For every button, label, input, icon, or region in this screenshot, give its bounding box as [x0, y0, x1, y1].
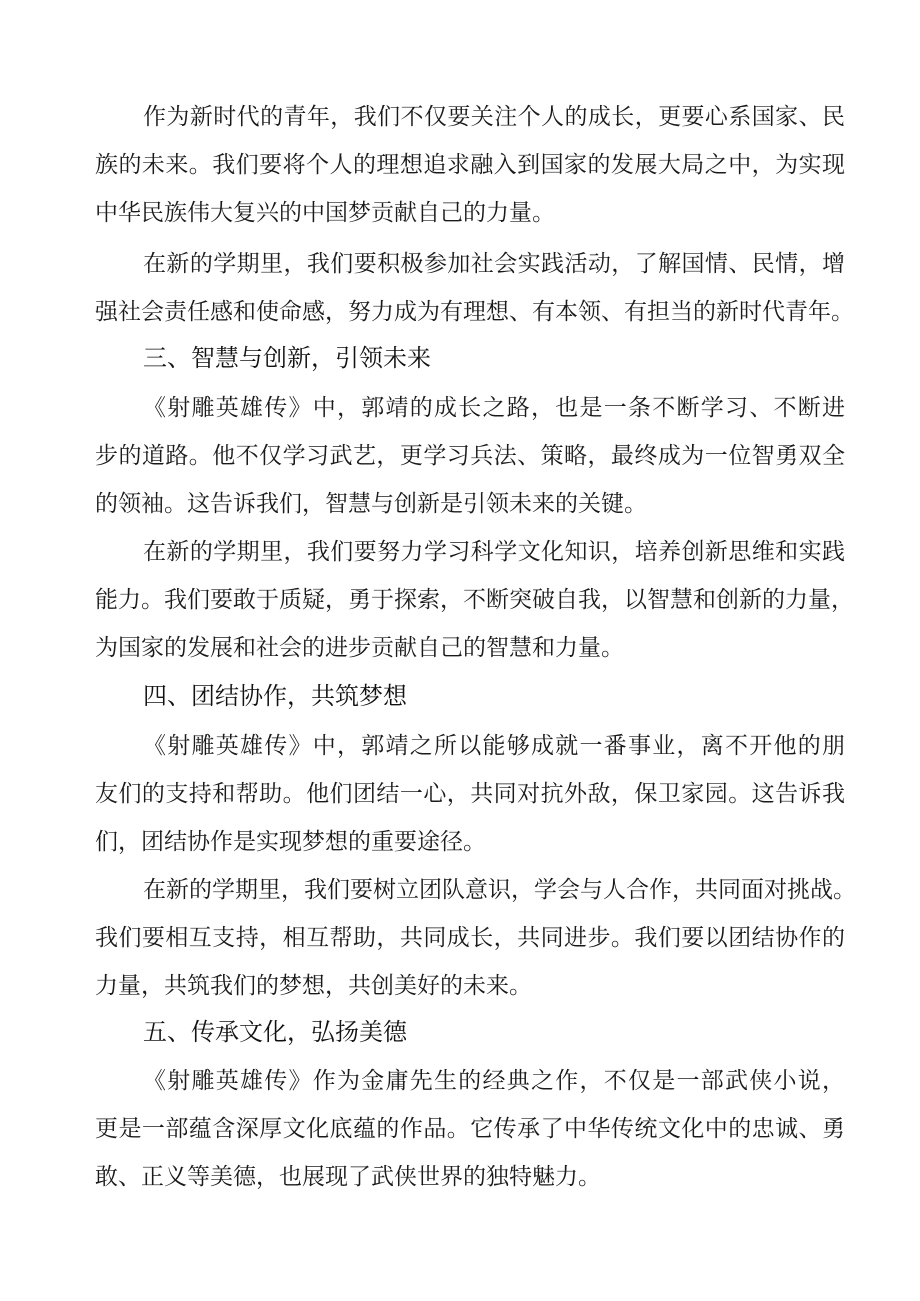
paragraph-line: 中华民族伟大复兴的中国梦贡献自己的力量。 [95, 200, 555, 226]
paragraph-line: 为国家的发展和社会的进步贡献自己的智慧和力量。 [95, 635, 624, 661]
paragraph-line: 《射雕英雄传》作为金庸先生的经典之作，不仅是一部武侠小说， [143, 1068, 845, 1094]
paragraph-line: 强社会责任感和使命感，努力成为有理想、有本领、有担当的新时代青年。 [95, 299, 854, 325]
section-heading-3: 三、智慧与创新，引领未来 [143, 344, 431, 372]
paragraph-line: 力量，共筑我们的梦想，共创美好的未来。 [95, 973, 532, 999]
paragraph-line: 友们的支持和帮助。他们团结一心，共同对抗外敌，保卫家园。这告诉我 [95, 781, 845, 807]
paragraph-line: 敢、正义等美德，也展现了武侠世界的独特魅力。 [95, 1164, 601, 1190]
paragraph-line: 作为新时代的青年，我们不仅要关注个人的成长，更要心系国家、民 [143, 104, 845, 130]
paragraph-line: 在新的学期里，我们要积极参加社会实践活动，了解国情、民情，增 [143, 251, 845, 277]
paragraph-line: 《射雕英雄传》中，郭靖的成长之路，也是一条不断学习、不断进 [143, 395, 845, 421]
paragraph-line: 《射雕英雄传》中，郭靖之所以能够成就一番事业，离不开他的朋 [143, 733, 845, 759]
paragraph-line: 我们要相互支持，相互帮助，共同成长，共同进步。我们要以团结协作的 [95, 925, 845, 951]
paragraph-line: 族的未来。我们要将个人的理想追求融入到国家的发展大局之中，为实现 [95, 152, 845, 178]
paragraph-line: 在新的学期里，我们要树立团队意识，学会与人合作，共同面对挑战。 [143, 877, 856, 903]
section-heading-5: 五、传承文化，弘扬美德 [143, 1018, 407, 1046]
paragraph-line: 的领袖。这告诉我们，智慧与创新是引领未来的关键。 [95, 491, 647, 517]
paragraph-line: 们，团结协作是实现梦想的重要途径。 [95, 829, 486, 855]
paragraph-line: 步的道路。他不仅学习武艺，更学习兵法、策略，最终成为一位智勇双全 [95, 443, 845, 469]
paragraph-line: 在新的学期里，我们要努力学习科学文化知识，培养创新思维和实践 [143, 539, 845, 565]
paragraph-line: 更是一部蕴含深厚文化底蕴的作品。它传承了中华传统文化中的忠诚、勇 [95, 1116, 845, 1142]
section-heading-4: 四、团结协作，共筑梦想 [143, 682, 407, 710]
paragraph-line: 能力。我们要敢于质疑，勇于探索，不断突破自我，以智慧和创新的力量， [95, 587, 854, 613]
